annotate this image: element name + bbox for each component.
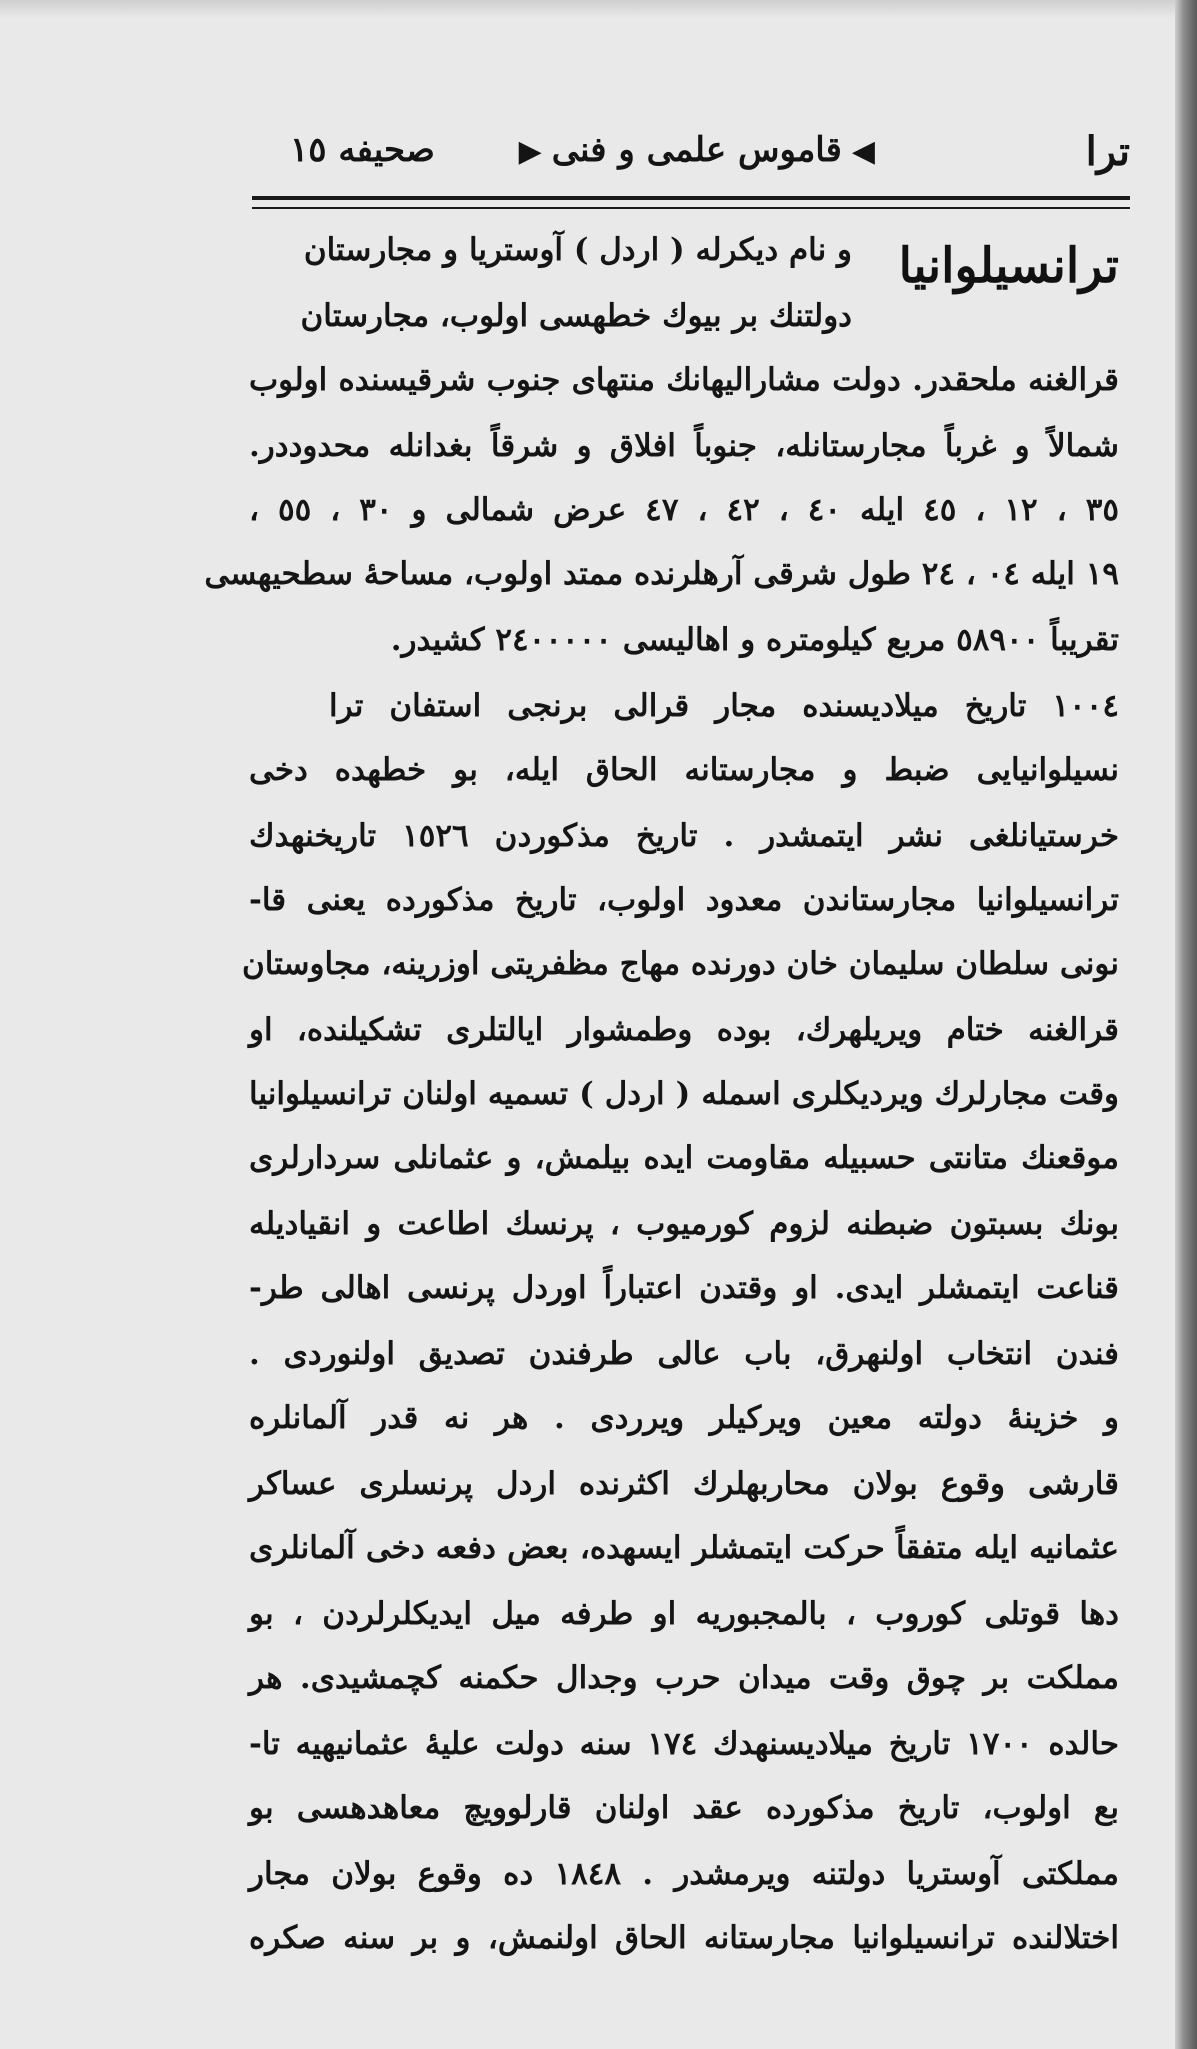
text-line: قارشی وقوع بولان محاربهلرك اکثرنده اردل پرنسلری عساکر: [249, 1466, 1119, 1502]
text-line: مملکت بر چوق وقت میدان حرب وجدال حکمنه کچمشیدی. هر: [249, 1660, 1119, 1696]
text-line: ٣٥ ، ١٢ ، ٤٥ ایله ٤٠ ، ٤٢ ، ٤٧ عرض شمالی و ٣٠ ، ٥٥ ،: [249, 492, 1119, 528]
header-page-number: صحیفه ١٥: [290, 130, 435, 170]
text-line: دها قوتلی کوروب ، بالمجبوریه او طرفه میل ایدیکلرلردن ، بو: [249, 1596, 1119, 1632]
text-line: خرستیانلغی نشر ایتمشدر . تاریخ مذکوردن ١٥٢٦ تاریخنهدك: [249, 818, 1119, 854]
right-pointer-icon: ▶: [518, 134, 542, 169]
text-line: حالده ١٧٠٠ تاریخ میلادیسنهدك ١٧٤ سنه دولت علیهٔ عثمانیهیه تا-: [249, 1726, 1119, 1762]
entry-title: ترانسیلوانیا: [898, 238, 1119, 294]
text-line: شمالاً و غرباً مجارستانله، جنوباً افلاق و شرقاً بغدانله محدوددر.: [249, 428, 1119, 464]
text-line: موقعنك متانتی حسبیله مقاومت ایده بیلمش، و عثمانلی سردارلری: [249, 1140, 1119, 1176]
text-line: ١٠٠٤ تاریخ میلادیسنده مجار قرالی برنجی استفان ترا: [329, 688, 1119, 724]
text-line: ١٩ ایله ٠٤ ، ٢٤ طول شرقی آرهلرنده ممتد اولوب، مساحهٔ سطحیهسی: [204, 556, 1119, 592]
text-line: مملکتی آوستریا دولتنه ویرمشدر . ١٨٤٨ ده وقوع بولان مجار: [249, 1856, 1119, 1892]
text-line: نونی سلطان سلیمان خان دورنده مهاج مظفریتی اوزرینه، مجاوستان: [241, 946, 1119, 982]
text-line: قناعت ایتمشلر ایدی. او وقتدن اعتباراً اوردل پرنسی اهالی طر-: [249, 1270, 1119, 1306]
text-line: وقت مجارلرك ویردیکلری اسمله ( اردل ) تسمیه اولنان ترانسیلوانیا: [249, 1076, 1119, 1112]
page-binding-edge: [1175, 0, 1197, 2049]
text-line: عثمانیه ایله متفقاً حرکت ایتمشلر ایسهده، بعض دفعه دخی آلمانلری: [249, 1530, 1119, 1566]
text-line: تقریباً ٥٨٩٠٠ مربع کیلومتره و اهالیسی ٢٤٠٠٠٠٠ کشیدر.: [390, 622, 1119, 658]
page-top-shadow: [0, 0, 1197, 18]
text-line: ترانسیلوانیا مجارستاندن معدود اولوب، تاریخ مذکورده یعنی قا-: [249, 882, 1119, 918]
text-line: قرالغنه ختام ویریلهرك، بوده وطمشوار ایالتلری تشکیلنده، او: [249, 1012, 1119, 1048]
left-pointer-icon: ◀: [851, 134, 875, 169]
text-line: بع اولوب، تاریخ مذکورده عقد اولنان قارلوویچ معاهدهسی بو: [249, 1790, 1119, 1826]
text-line: بونك بسبتون ضبطنه لزوم کورمیوب ، پرنسك اطاعت و انقیادیله: [249, 1206, 1119, 1242]
text-line: نسیلوانیایی ضبط و مجارستانه الحاق ایله، بو خطهده دخی: [249, 752, 1119, 788]
running-header: [250, 118, 1130, 208]
text-line: اختلالنده ترانسیلوانیا مجارستانه الحاق اولنمش، و بر سنه صکره: [249, 1920, 1119, 1956]
text-line: فندن انتخاب اولنهرق، باب عالی طرفندن تصدیق اولنوردی .: [249, 1336, 1119, 1372]
header-title: قاموس علمی و فنی: [551, 130, 842, 170]
header-section-label: ترا: [1085, 128, 1130, 175]
header-rule: [252, 196, 1130, 209]
text-line: دولتنك بر بیوك خطهسی اولوب، مجارستان: [300, 298, 852, 334]
text-line: و نام دیکرله ( اردل ) آوستریا و مجارستان: [303, 232, 852, 268]
text-line: و خزینهٔ دولته معین ویرکیلر ویرردی . هر نه قدر آلمانلره: [249, 1400, 1119, 1436]
text-line: قرالغنه ملحقدر. دولت مشارالیهانك منتهای جنوب شرقیسنده اولوب: [249, 362, 1119, 398]
header-title-group: [509, 130, 885, 170]
